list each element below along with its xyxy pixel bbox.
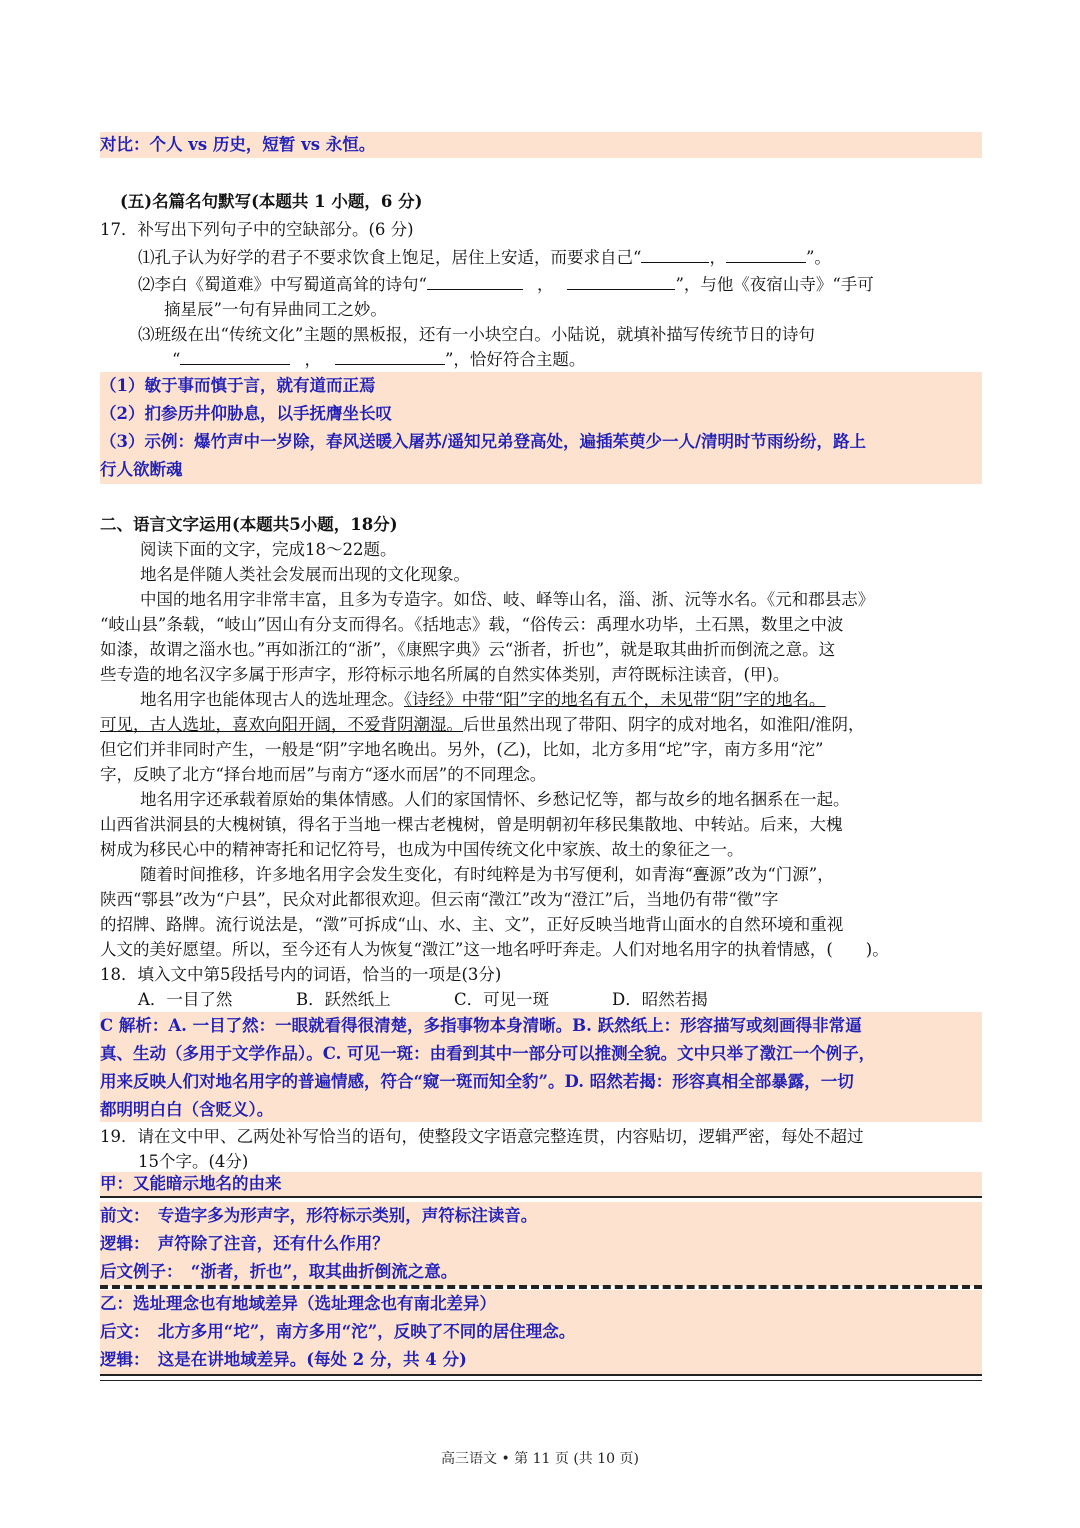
q19-yi-line: 逻辑： 这是在讲地域差异。(每处 2 分，共 4 分) bbox=[100, 1350, 467, 1369]
q19-jia-detail-line: 前文： 专造字多为形声字，形符标示类别，声符标注读音。 bbox=[100, 1206, 538, 1225]
q17-stem: 17．补写出下列句子中的空缺部分。(6 分) bbox=[100, 220, 414, 239]
passage-p4-line: 山西省洪洞县的大槐树镇，得名于当地一棵古老槐树，曾是明朝初年移民集散地、中转站。后来，大槐 bbox=[100, 815, 843, 834]
option-b[interactable]: B．跃然纸上 bbox=[296, 990, 391, 1009]
passage-p5-line: 的招牌、路牌。流行说法是，“澂”可拆成“山、水、主、文”，正好反映当地背山面水的自然环境和重视 bbox=[100, 915, 844, 934]
q17-answer-block bbox=[100, 372, 982, 484]
passage-p2-line: 如漆，故谓之淄水也。”再如浙江的“浙”，《康熙字典》云“浙者，折也”，就是取其曲折而倒流之意。这 bbox=[100, 640, 836, 659]
divider-double bbox=[100, 1374, 982, 1381]
option-a[interactable]: A．一目了然 bbox=[138, 990, 233, 1009]
q19-jia-text: 甲：又能暗示地名的由来 bbox=[100, 1174, 282, 1193]
p3-text: 后世虽然出现了带阳、阴字的成对地名，如淮阳/淮阴， bbox=[463, 715, 865, 734]
q17-item-2-cont: 摘星辰”一句有异曲同工之妙。 bbox=[164, 300, 387, 319]
top-answer bbox=[100, 132, 982, 158]
blank-input[interactable] bbox=[427, 273, 523, 290]
blank-input[interactable] bbox=[726, 246, 806, 263]
passage-p3-line bbox=[100, 712, 982, 737]
q18-answer-line: 都明明白白（含贬义）。 bbox=[100, 1100, 274, 1119]
passage-p5-line: 陕西“鄠县”改为“户县”，民众对此都很欢迎。但云南“澂江”改为“澄江”后，当地仍有带“徵”字 bbox=[100, 890, 779, 909]
q17-2-end: ”，与他《夜宿山寺》“手可 bbox=[675, 275, 874, 294]
option-d[interactable]: D．昭然若揭 bbox=[612, 990, 708, 1009]
q19-yi-line: 后文： 北方多用“坨”，南方多用“沱”，反映了不同的居住理念。 bbox=[100, 1322, 576, 1341]
section5-title: (五)名篇名句默写(本题共 1 小题，6 分) bbox=[120, 192, 423, 211]
p3-underlined-2: 可见，古人选址，喜欢向阳开阔，不爱背阴潮湿。 bbox=[100, 715, 463, 734]
q17-item-3-cont bbox=[172, 347, 1054, 372]
blank-input[interactable] bbox=[567, 273, 675, 290]
q18-stem: 18．填入文中第5段括号内的词语，恰当的一项是(3分) bbox=[100, 965, 502, 984]
passage-p2-line: 中国的地名用字非常丰富，且多为专造字。如岱、岐、峄等山名，淄、浙、沅等水名。《元和郡县志》 bbox=[140, 590, 875, 609]
passage-p3-line: 但它们并非同时产生，一般是“阴”字地名晚出。另外，(乙)，比如，北方多用“坨”字，南方多用“沱” bbox=[100, 740, 824, 759]
q17-1-end: ”。 bbox=[805, 248, 831, 267]
q19-stem-cont: 15个字。(4分) bbox=[138, 1152, 249, 1171]
passage-p3-line bbox=[140, 687, 1022, 712]
q17-1-text: ⑴孔子认为好学的君子不要求饮食上饱足，居住上安适，而要求自己“ bbox=[138, 248, 642, 267]
passage-p5-line: 随着时间推移，许多地名用字会发生变化，有时纯粹是为书写便利，如青海“亹源”改为“门源”， bbox=[140, 865, 834, 884]
q17-3-start: “ bbox=[172, 350, 181, 369]
p3-underlined-1: 《诗经》中带“阳”字的地名有五个，未见带“阴”字的地名。 bbox=[404, 690, 826, 709]
passage-p4-line: 树成为移民心中的精神寄托和记忆符号，也成为中国传统文化中家族、故土的象征之一。 bbox=[100, 840, 744, 859]
q17-answer-2: （2）扪参历井仰胁息，以手抚膺坐长叹 bbox=[100, 404, 392, 423]
passage-p1: 地名是伴随人类社会发展而出现的文化现象。 bbox=[140, 565, 470, 584]
q18-answer-block bbox=[100, 1012, 982, 1122]
q17-item-2 bbox=[138, 272, 1020, 297]
q17-3-mid: ， bbox=[304, 350, 321, 369]
q18-answer-line: 用来反映人们对地名用字的普遍情感，符合“窥一斑而知全豹”。D. 昭然若揭：形容真相全部暴露，一切 bbox=[100, 1072, 854, 1091]
q17-2-mid: ， bbox=[536, 275, 554, 294]
passage-p2-line: “岐山县”条载，“岐山”因山有分支而得名。《括地志》载，“俗传云：禹理水功毕，土石黑，数里之中波 bbox=[100, 615, 844, 634]
q19-jia-detail-line: 后文例子： “浙者，折也”，取其曲折倒流之意。 bbox=[100, 1262, 458, 1281]
q17-2-text: ⑵李白《蜀道难》中写蜀道高耸的诗句“ bbox=[138, 275, 427, 294]
passage-p3-line: 字，反映了北方“择台地而居”与南方“逐水而居”的不同理念。 bbox=[100, 765, 547, 784]
q17-answer-3-cont: 行人欲断魂 bbox=[100, 460, 183, 479]
page-footer: 高三语文 • 第 11 页 (共 10 页) bbox=[441, 1451, 639, 1467]
q17-3-end: ”，恰好符合主题。 bbox=[444, 350, 586, 369]
blank-input[interactable] bbox=[180, 348, 290, 365]
q17-item-1 bbox=[138, 245, 1020, 270]
q19-jia-detail bbox=[100, 1202, 982, 1286]
q19-jia-answer bbox=[100, 1172, 982, 1196]
q18-answer-line: 真、生动（多用于文学作品）。C. 可见一斑：由看到其中一部分可以推测全貌。文中只举了澂江一个例子， bbox=[100, 1044, 876, 1063]
q17-1-mid: ， bbox=[709, 248, 726, 267]
q19-stem: 19．请在文中甲、乙两处补写恰当的语句，使整段文字语意完整连贯，内容贴切，逻辑严密，每处不超过 bbox=[100, 1127, 864, 1146]
passage-p2-line: 些专造的地名汉字多属于形声字，形符标示地名所属的自然实体类别，声符既标注读音，(甲)。 bbox=[100, 665, 790, 684]
q19-jia-detail-line: 逻辑： 声符除了注音，还有什么作用？ bbox=[100, 1234, 389, 1253]
blank-input[interactable] bbox=[335, 348, 445, 365]
section2-title: 二、语言文字运用(本题共5小题，18分) bbox=[100, 515, 398, 534]
p3-text: 地名用字也能体现古人的选址理念。 bbox=[140, 690, 404, 709]
q17-answer-3: （3）示例：爆竹声中一岁除，春风送暖入屠苏/遥知兄弟登高处，遍插茱萸少一人/清明时节雨纷纷，路上 bbox=[100, 432, 867, 451]
q19-yi-line: 乙：选址理念也有地域差异（选址理念也有南北差异） bbox=[100, 1294, 496, 1313]
passage-p5-line: 人文的美好愿望。所以，至今还有人为恢复“澂江”这一地名呼吁奔走。人们对地名用字的执着情感，( )。 bbox=[100, 940, 889, 959]
blank-input[interactable] bbox=[641, 246, 709, 263]
q17-answer-1: （1）敏于事而慎于言，就有道而正焉 bbox=[100, 376, 376, 395]
q18-answer-line: C 解析：A. 一目了然：一眼就看得很清楚，多指事物本身清晰。B. 跃然纸上：形容描写或刻画得非常逼 bbox=[100, 1016, 862, 1035]
q18-options bbox=[138, 987, 1020, 1012]
top-answer-text: 对比：个人 vs 历史，短暂 vs 永恒。 bbox=[100, 135, 376, 154]
q17-item-3: ⑶班级在出“传统文化”主题的黑板报，还有一小块空白。小陆说，就填补描写传统节日的诗句 bbox=[138, 325, 815, 344]
divider-dashed bbox=[100, 1285, 982, 1289]
q19-yi-answer bbox=[100, 1290, 982, 1374]
reading-intro: 阅读下面的文字，完成18～22题。 bbox=[140, 540, 397, 559]
option-c[interactable]: C．可见一斑 bbox=[454, 990, 550, 1009]
passage-p4-line: 地名用字还承载着原始的集体情感。人们的家国情怀、乡愁记忆等，都与故乡的地名捆系在一起。 bbox=[140, 790, 850, 809]
